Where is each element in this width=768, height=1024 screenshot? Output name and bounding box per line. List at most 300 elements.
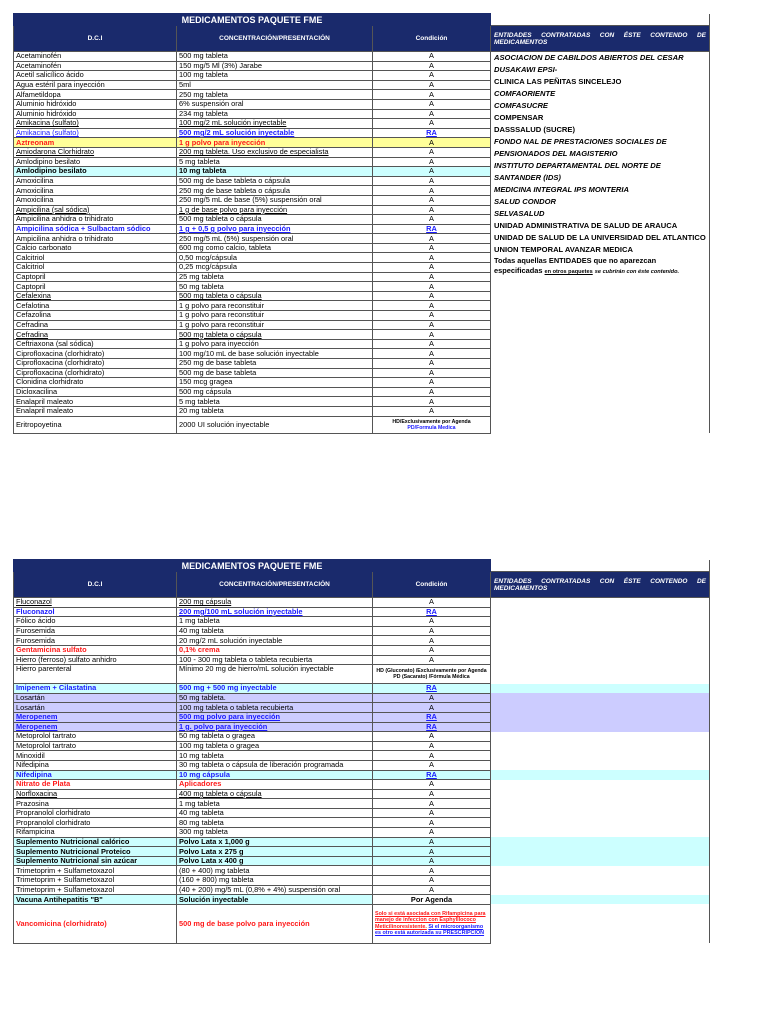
dci-cell: Fólico ácido <box>14 617 177 627</box>
condition-cell: A <box>373 80 491 90</box>
dci-cell: Suplemento Nutricional sin azúcar <box>14 856 177 866</box>
condition-cell: RA <box>373 722 491 732</box>
concentration-cell: 500 mg cápsula <box>177 387 373 397</box>
concentration-cell: 1 g polvo para inyección <box>177 138 373 148</box>
condition-cell: A <box>373 157 491 167</box>
condition-cell: RA <box>373 128 491 138</box>
concentration-cell: (80 + 400) mg tableta <box>177 866 373 876</box>
concentration-cell: 500 mg tableta o cápsula <box>177 291 373 301</box>
concentration-cell: (40 + 200) mg/5 mL (0,8% + 4%) suspensión oral <box>177 885 373 895</box>
dci-cell: Acetaminofén <box>14 61 177 71</box>
dci-cell: Amoxicilina <box>14 186 177 196</box>
entities-cell <box>491 904 710 943</box>
table-row <box>14 789 710 799</box>
dci-cell: Cefradina <box>14 320 177 330</box>
concentration-cell: 500 mg de base polvo para inyección <box>177 904 373 943</box>
entities-cell <box>491 789 710 799</box>
concentration-cell: 150 mg/5 Ml (3%) Jarabe <box>177 61 373 71</box>
condition-cell: A <box>373 119 491 129</box>
dci-cell: Norfloxacina <box>14 789 177 799</box>
entities-cell <box>491 598 710 608</box>
condition-cell: A <box>373 52 491 62</box>
dci-cell: Dicloxacilina <box>14 387 177 397</box>
condition-cell: A <box>373 617 491 627</box>
condition-cell: A <box>373 703 491 713</box>
entity-item: CLINICA LAS PEÑITAS SINCELEJO <box>494 77 622 86</box>
concentration-cell: 10 mg cápsula <box>177 770 373 780</box>
medications-table-1 <box>13 13 710 434</box>
dci-cell: Acetaminofén <box>14 52 177 62</box>
table-row <box>14 876 710 886</box>
dci-cell: Cefradina <box>14 330 177 340</box>
condition-cell: A <box>373 109 491 119</box>
condition-cell: A <box>373 147 491 157</box>
dci-cell: Amikacina (sulfato) <box>14 119 177 129</box>
condition-cell: A <box>373 243 491 253</box>
column-header-dci: D.C.I <box>14 572 177 598</box>
table-row <box>14 770 710 780</box>
table-row <box>14 780 710 790</box>
dci-cell: Vancomicina (clorhidrato) <box>14 904 177 943</box>
concentration-cell: Mínimo 20 mg de hierro/mL solución inyectable <box>177 665 373 684</box>
dci-cell: Enalapril maleato <box>14 397 177 407</box>
dci-cell: Cefalotina <box>14 301 177 311</box>
concentration-cell: 250 mg de base tableta <box>177 359 373 369</box>
condition-cell: A <box>373 885 491 895</box>
dci-cell: Meropenem <box>14 722 177 732</box>
column-header-condition: Condición <box>373 572 491 598</box>
concentration-cell: 20 mg/2 mL solución inyectable <box>177 636 373 646</box>
entity-item: COMPENSAR <box>494 113 544 122</box>
condition-cell <box>373 416 491 433</box>
entities-cell <box>491 684 710 694</box>
table-row <box>14 818 710 828</box>
table-row <box>14 808 710 818</box>
concentration-cell: 500 mg/2 mL solución inyectable <box>177 128 373 138</box>
entity-item: INSTITUTO DEPARTAMENTAL DEL NORTE DE SANTANDER (IDS) <box>494 161 661 182</box>
concentration-cell: 150 mcg gragea <box>177 378 373 388</box>
entity-item: DUSAKAWI EPSI- <box>494 65 558 74</box>
concentration-cell: 50 mg tableta o gragea <box>177 732 373 742</box>
concentration-cell: 40 mg tableta <box>177 626 373 636</box>
table-row <box>14 665 710 684</box>
concentration-cell: 1 g polvo para reconstituir <box>177 311 373 321</box>
dci-cell: Ciprofloxacina (clorhidrato) <box>14 349 177 359</box>
entity-item: COMFASUCRE <box>494 101 549 110</box>
concentration-cell: 100 mg/2 mL solución inyectable <box>177 119 373 129</box>
concentration-cell: 1 g polvo para reconstituir <box>177 320 373 330</box>
column-header-condition: Condición <box>373 26 491 52</box>
dci-cell: Losartán <box>14 693 177 703</box>
condition-cell: A <box>373 378 491 388</box>
condition-cell: A <box>373 799 491 809</box>
concentration-cell: 1 g. polvo para inyección <box>177 722 373 732</box>
condition-cell: A <box>373 693 491 703</box>
concentration-cell: 100 mg tableta o tableta recubierta <box>177 703 373 713</box>
table-title: MEDICAMENTOS PAQUETE FME <box>14 560 491 572</box>
concentration-cell: 0,50 mcg/cápsula <box>177 253 373 263</box>
condition-cell: A <box>373 195 491 205</box>
dci-cell: Amiodarona Clorhidrato <box>14 147 177 157</box>
concentration-cell: 10 mg tableta <box>177 751 373 761</box>
column-header-concentration: CONCENTRACIÓN/PRESENTACIÓN <box>177 26 373 52</box>
dci-cell: Hierro (ferroso) sulfato anhidro <box>14 655 177 665</box>
concentration-cell: 1 g polvo para inyección <box>177 339 373 349</box>
condition-cell: A <box>373 215 491 225</box>
dci-cell: Amlodipino besilato <box>14 157 177 167</box>
condition-cell: HD (Gluconato) /Exclusivamente por Agenda PD (Sacarato) /Fórmula Médica <box>373 665 491 684</box>
dci-cell: Ciprofloxacina (clorhidrato) <box>14 359 177 369</box>
condition-cell: A <box>373 272 491 282</box>
note-link-text: en otros paquetes <box>544 269 593 275</box>
condition-cell: A <box>373 368 491 378</box>
condition-cell: A <box>373 349 491 359</box>
dci-cell: Aluminio hidróxido <box>14 109 177 119</box>
note-text: Todas aquellas ENTIDADES que no aparezcan especificadas <box>494 256 657 275</box>
dci-cell: Imipenem + Cilastatina <box>14 684 177 694</box>
condition-cell: A <box>373 205 491 215</box>
entities-cell <box>491 760 710 770</box>
condition-cell: A <box>373 282 491 292</box>
condition-cell: RA <box>373 607 491 617</box>
condition-note: Si el microorganismo es otro está autorizada su PRESCRIPCION <box>375 923 485 937</box>
dci-cell: Fluconazol <box>14 598 177 608</box>
condition-cell: A <box>373 71 491 81</box>
condition-cell: A <box>373 636 491 646</box>
table-row <box>14 626 710 636</box>
entity-item: SELVASALUD <box>494 209 545 218</box>
condition-cell: A <box>373 397 491 407</box>
condition-cell: A <box>373 876 491 886</box>
concentration-cell: Solución inyectable <box>177 895 373 905</box>
dci-cell: Agua estéril para inyección <box>14 80 177 90</box>
dci-cell: Amikacina (sulfato) <box>14 128 177 138</box>
concentration-cell: 250 mg de base tableta o cápsula <box>177 186 373 196</box>
concentration-cell: 50 mg tableta. <box>177 693 373 703</box>
concentration-cell: 200 mg tableta. Uso exclusivo de especialista <box>177 147 373 157</box>
entities-cell <box>491 818 710 828</box>
concentration-cell: 50 mg tableta <box>177 282 373 292</box>
condition-cell: A <box>373 263 491 273</box>
entities-list <box>491 52 710 434</box>
table-row <box>14 732 710 742</box>
condition-cell: A <box>373 780 491 790</box>
condition-cell: A <box>373 138 491 148</box>
concentration-cell: 6% suspensión oral <box>177 99 373 109</box>
table-row <box>14 895 710 905</box>
condition-cell: A <box>373 847 491 857</box>
concentration-cell: (160 + 800) mg tableta <box>177 876 373 886</box>
entity-item: FONDO NAL DE PRESTACIONES SOCIALES DE PENSIONADOS DEL MAGISTERIO <box>494 137 667 158</box>
concentration-cell: 500 mg tableta o cápsula <box>177 215 373 225</box>
concentration-cell: 500 mg + 500 mg inyectable <box>177 684 373 694</box>
condition-cell: A <box>373 837 491 847</box>
dci-cell: Captopril <box>14 272 177 282</box>
entities-cell <box>491 732 710 742</box>
condition-cell: A <box>373 339 491 349</box>
concentration-cell: Aplicadores <box>177 780 373 790</box>
concentration-cell: 500 mg de base tableta <box>177 368 373 378</box>
entities-cell <box>491 617 710 627</box>
table-row <box>14 722 710 732</box>
concentration-cell: 500 mg tableta <box>177 52 373 62</box>
concentration-cell: 25 mg tableta <box>177 272 373 282</box>
condition-cell: A <box>373 234 491 244</box>
condition-cell: A <box>373 406 491 416</box>
concentration-cell: 5 mg tableta <box>177 397 373 407</box>
column-header-entities: ENTIDADES CONTRATADAS CON ÉSTE CONTENDO DE MEDICAMENTOS <box>491 26 710 52</box>
table-row <box>14 856 710 866</box>
dci-cell: Propranolol clorhidrato <box>14 818 177 828</box>
dci-cell: Calcitriol <box>14 263 177 273</box>
dci-cell: Acetil salicílico ácido <box>14 71 177 81</box>
condition-cell: A <box>373 90 491 100</box>
dci-cell: Furosemida <box>14 636 177 646</box>
column-header-entities: ENTIDADES CONTRATADAS CON ÉSTE CONTENDO DE MEDICAMENTOS <box>491 572 710 598</box>
table-row <box>14 866 710 876</box>
entities-cell <box>491 799 710 809</box>
concentration-cell: 20 mg tableta <box>177 406 373 416</box>
entities-note <box>494 256 706 277</box>
condition-cell: A <box>373 741 491 751</box>
table-row <box>14 760 710 770</box>
condition-cell: A <box>373 253 491 263</box>
condition-cell: A <box>373 320 491 330</box>
dci-cell: Metoprolol tartrato <box>14 732 177 742</box>
dci-cell: Vacuna Antihepatitis "B" <box>14 895 177 905</box>
dci-cell: Ceftriaxona (sal sódica) <box>14 339 177 349</box>
concentration-cell: 80 mg tableta <box>177 818 373 828</box>
condition-note: PD/Formula Medica <box>407 424 456 431</box>
entities-cell <box>491 665 710 684</box>
concentration-cell: 1 mg tableta <box>177 617 373 627</box>
dci-cell: Furosemida <box>14 626 177 636</box>
entities-cell <box>491 770 710 780</box>
dci-cell: Captopril <box>14 282 177 292</box>
condition-cell: A <box>373 655 491 665</box>
dci-cell: Alfametildopa <box>14 90 177 100</box>
column-header-dci: D.C.I <box>14 26 177 52</box>
table-row <box>14 684 710 694</box>
table-row <box>14 904 710 943</box>
entities-cell <box>491 895 710 905</box>
dci-cell: Clonidina clorhidrato <box>14 378 177 388</box>
condition-cell: RA <box>373 684 491 694</box>
dci-cell: Trimetoprim + Sulfametoxazol <box>14 866 177 876</box>
entities-cell <box>491 876 710 886</box>
dci-cell: Metoprolol tartrato <box>14 741 177 751</box>
entity-item: MEDICINA INTEGRAL IPS MONTERIA <box>494 185 630 194</box>
concentration-cell: 200 mg cápsula <box>177 598 373 608</box>
entities-cell <box>491 655 710 665</box>
dci-cell: Eritropoyetina <box>14 416 177 433</box>
concentration-cell: 100 mg/10 mL de base solución inyectable <box>177 349 373 359</box>
entities-cell <box>491 645 710 655</box>
condition-cell: A <box>373 99 491 109</box>
concentration-cell: 2000 UI solución inyectable <box>177 416 373 433</box>
concentration-cell: 500 mg tableta o cápsula <box>177 330 373 340</box>
entities-cell <box>491 837 710 847</box>
dci-cell: Trimetoprim + Sulfametoxazol <box>14 876 177 886</box>
concentration-cell: 500 mg de base tableta o cápsula <box>177 176 373 186</box>
dci-cell: Aztreonam <box>14 138 177 148</box>
entities-cell <box>491 722 710 732</box>
concentration-cell: 250 mg tableta <box>177 90 373 100</box>
table-row <box>14 636 710 646</box>
table-row <box>14 751 710 761</box>
entities-cell <box>491 703 710 713</box>
dci-cell: Rifampicina <box>14 828 177 838</box>
condition-cell: A <box>373 359 491 369</box>
condition-cell: A <box>373 751 491 761</box>
entity-item: ASOCIACION DE CABILDOS ABIERTOS DEL CESAR <box>494 53 684 62</box>
table-row <box>14 655 710 665</box>
table-row <box>14 598 710 608</box>
entities-cell <box>491 607 710 617</box>
dci-cell: Suplemento Nutricional Proteico <box>14 847 177 857</box>
condition-note: HD/Exclusivamente por Agenda <box>392 418 471 425</box>
entities-cell <box>491 626 710 636</box>
dci-cell: Enalapril maleato <box>14 406 177 416</box>
condition-cell: A <box>373 645 491 655</box>
dci-cell: Suplemento Nutricional calórico <box>14 837 177 847</box>
dci-cell: Ampicilina anhidra o trihidrato <box>14 215 177 225</box>
concentration-cell: 250 mg/5 mL (5%) suspensión oral <box>177 234 373 244</box>
entities-cell <box>491 885 710 895</box>
condition-cell: A <box>373 176 491 186</box>
concentration-cell: 400 mg tableta o cápsula <box>177 789 373 799</box>
entities-cell <box>491 856 710 866</box>
condition-cell: RA <box>373 712 491 722</box>
dci-cell: Calcio carbonato <box>14 243 177 253</box>
dci-cell: Cefazolina <box>14 311 177 321</box>
table-row <box>14 52 710 62</box>
entities-cell <box>491 780 710 790</box>
condition-cell <box>373 904 491 943</box>
dci-cell: Minoxidil <box>14 751 177 761</box>
condition-cell: Por Agenda <box>373 895 491 905</box>
table-row <box>14 703 710 713</box>
dci-cell: Nifedipina <box>14 770 177 780</box>
entity-item: DASSSALUD (SUCRE) <box>494 125 576 134</box>
concentration-cell: 0,1% crema <box>177 645 373 655</box>
concentration-cell: Polvo Lata x 400 g <box>177 856 373 866</box>
concentration-cell: 1 mg tableta <box>177 799 373 809</box>
entity-item: COMFAORIENTE <box>494 89 556 98</box>
condition-cell: A <box>373 598 491 608</box>
condition-cell: A <box>373 330 491 340</box>
dci-cell: Ampicilina sódica + Sulbactam sódico <box>14 224 177 234</box>
concentration-cell: 100 mg tableta o gragea <box>177 741 373 751</box>
dci-cell: Ciprofloxacina (clorhidrato) <box>14 368 177 378</box>
condition-note: Solo si está asociada con Rifampicina para manejo de infeccion con Esphylllococo Meticilinoresistente. <box>375 911 486 930</box>
condition-cell: RA <box>373 224 491 234</box>
entities-cell <box>491 828 710 838</box>
entity-item: UNION TEMPORAL AVANZAR MEDICA <box>494 245 633 254</box>
entities-cell <box>491 636 710 646</box>
table-row <box>14 837 710 847</box>
concentration-cell: 500 mg polvo para inyección <box>177 712 373 722</box>
entities-cell <box>491 693 710 703</box>
entities-cell <box>491 712 710 722</box>
column-header-concentration: CONCENTRACIÓN/PRESENTACIÓN <box>177 572 373 598</box>
condition-cell: A <box>373 856 491 866</box>
condition-cell: RA <box>373 770 491 780</box>
condition-cell: A <box>373 626 491 636</box>
table-row <box>14 607 710 617</box>
table-row <box>14 617 710 627</box>
condition-cell: A <box>373 167 491 177</box>
entity-item: SALUD CONDOR <box>494 197 557 206</box>
concentration-cell: 100 mg tableta <box>177 71 373 81</box>
concentration-cell: Polvo Lata x 1,000 g <box>177 837 373 847</box>
condition-cell: A <box>373 311 491 321</box>
dci-cell: Fluconazol <box>14 607 177 617</box>
condition-cell: A <box>373 866 491 876</box>
dci-cell: Amlodipino besilato <box>14 167 177 177</box>
dci-cell: Gentamicina sulfato <box>14 645 177 655</box>
dci-cell: Prazosina <box>14 799 177 809</box>
dci-cell: Losartán <box>14 703 177 713</box>
concentration-cell: 1 g de base polvo para inyección <box>177 205 373 215</box>
condition-cell: A <box>373 760 491 770</box>
table-row <box>14 741 710 751</box>
concentration-cell: 200 mg/100 mL solución inyectable <box>177 607 373 617</box>
table-title: MEDICAMENTOS PAQUETE FME <box>14 14 491 26</box>
condition-cell: A <box>373 186 491 196</box>
dci-cell: Amoxicilina <box>14 195 177 205</box>
entities-cell <box>491 751 710 761</box>
dci-cell: Cefalexina <box>14 291 177 301</box>
concentration-cell: 0,25 mcg/cápsula <box>177 263 373 273</box>
concentration-cell: 30 mg tableta o cápsula de liberación programada <box>177 760 373 770</box>
condition-cell: A <box>373 61 491 71</box>
medications-table-2 <box>13 559 710 944</box>
entities-cell <box>491 866 710 876</box>
dci-cell: Hierro parenteral <box>14 665 177 684</box>
dci-cell: Propranolol clorhidrato <box>14 808 177 818</box>
table-row <box>14 645 710 655</box>
table-row <box>14 828 710 838</box>
dci-cell: Amoxicilina <box>14 176 177 186</box>
condition-cell: A <box>373 387 491 397</box>
condition-cell: A <box>373 818 491 828</box>
condition-cell: A <box>373 808 491 818</box>
entity-item: UNIDAD ADMINISTRATIVA DE SALUD DE ARAUCA <box>494 221 678 230</box>
entities-cell <box>491 741 710 751</box>
concentration-cell: 100 - 300 mg tableta o tableta recubierta <box>177 655 373 665</box>
table-row <box>14 885 710 895</box>
concentration-cell: 234 mg tableta <box>177 109 373 119</box>
dci-cell: Trimetoprim + Sulfametoxazol <box>14 885 177 895</box>
concentration-cell: Polvo Lata x 275 g <box>177 847 373 857</box>
note-text: se cubrirán con éste contenido. <box>594 269 680 275</box>
condition-cell: A <box>373 789 491 799</box>
dci-cell: Ampicilina (sal sódica) <box>14 205 177 215</box>
concentration-cell: 600 mg como calcio, tableta <box>177 243 373 253</box>
dci-cell: Ampicilina anhidra o trihidrato <box>14 234 177 244</box>
dci-cell: Calcitriol <box>14 253 177 263</box>
table-row <box>14 799 710 809</box>
concentration-cell: 10 mg tableta <box>177 167 373 177</box>
condition-cell: A <box>373 828 491 838</box>
concentration-cell: 1 g + 0,5 g polvo para inyección <box>177 224 373 234</box>
dci-cell: Nifedipina <box>14 760 177 770</box>
condition-cell: A <box>373 291 491 301</box>
dci-cell: Meropenem <box>14 712 177 722</box>
condition-cell: A <box>373 732 491 742</box>
concentration-cell: 5 mg tableta <box>177 157 373 167</box>
